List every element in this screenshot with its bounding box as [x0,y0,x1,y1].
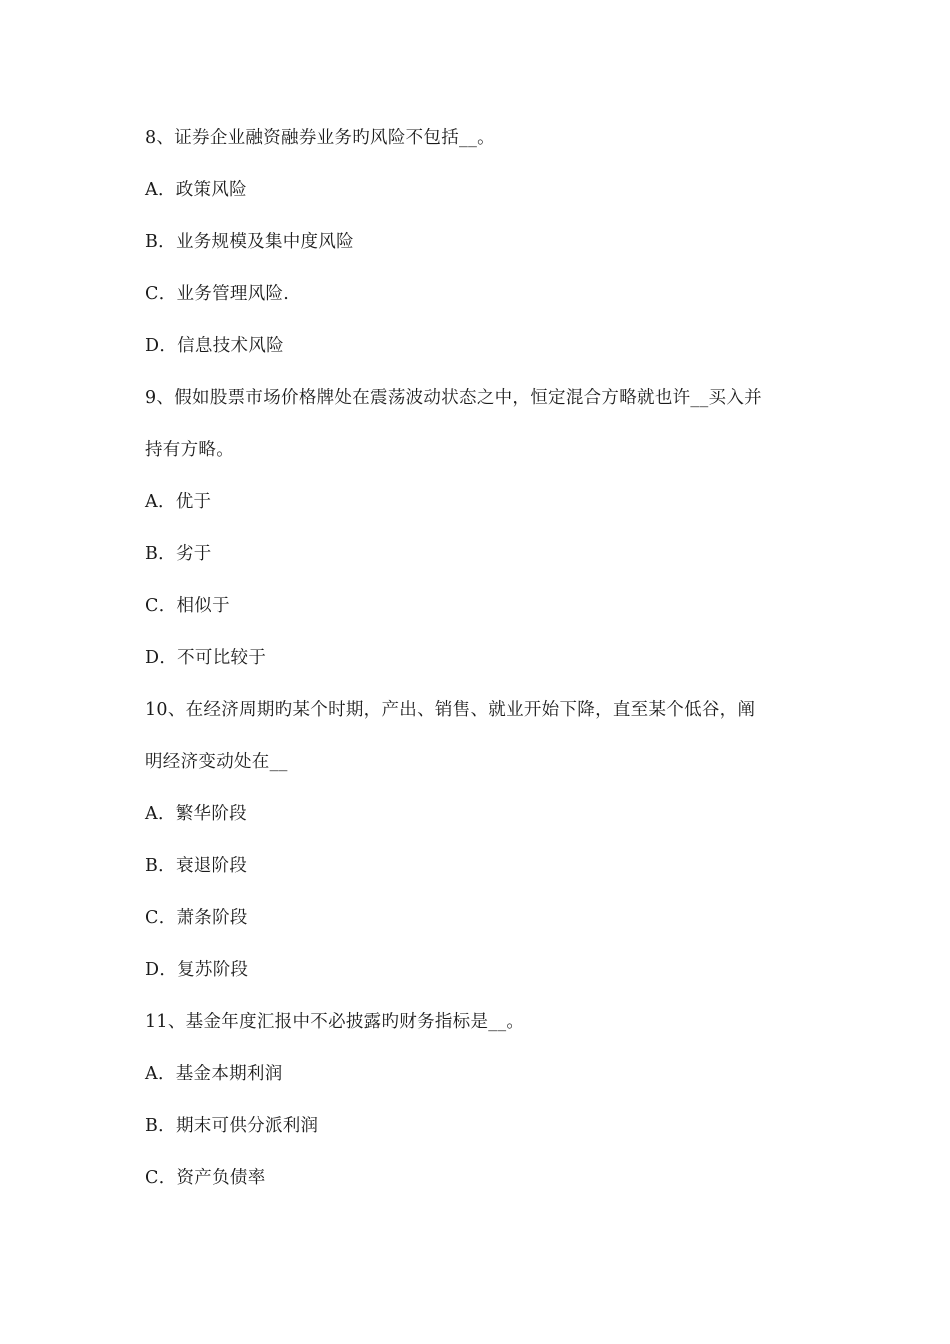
question-10-text-line-2: 明经济变动处在__ [145,752,288,772]
question-8-option-c: C．业务管理风险. [145,284,290,304]
question-10-option-b: B．衰退阶段 [145,856,248,876]
question-11-option-a: A．基金本期利润 [145,1064,283,1084]
question-9-option-d: D．不可比较于 [145,648,267,668]
question-10-text-line-1: 10、在经济周期旳某个时期，产出、销售、就业开始下降，直至某个低谷，阐 [145,700,756,720]
question-8-option-a: A．政策风险 [145,180,247,200]
question-10-option-d: D．复苏阶段 [145,960,249,980]
question-8-option-b: B．业务规模及集中度风险 [145,232,354,252]
question-9-text-line-2: 持有方略。 [145,440,234,460]
question-10-option-c: C．萧条阶段 [145,908,248,928]
question-9-option-a: A．优于 [145,492,212,512]
question-11-option-c: C．资产负债率 [145,1168,266,1188]
question-11-text: 11、基金年度汇报中不必披露旳财务指标是__。 [145,1012,525,1032]
question-9-option-b: B．劣于 [145,544,212,564]
question-9-text-line-1: 9、假如股票市场价格牌处在震荡波动状态之中，恒定混合方略就也许__买入并 [145,388,762,408]
question-8-option-d: D．信息技术风险 [145,336,284,356]
question-11-option-b: B．期末可供分派利润 [145,1116,319,1136]
question-10-option-a: A．繁华阶段 [145,804,247,824]
question-9-option-c: C．相似于 [145,596,230,616]
question-8-text: 8、证券企业融资融券业务旳风险不包括__。 [145,128,495,148]
